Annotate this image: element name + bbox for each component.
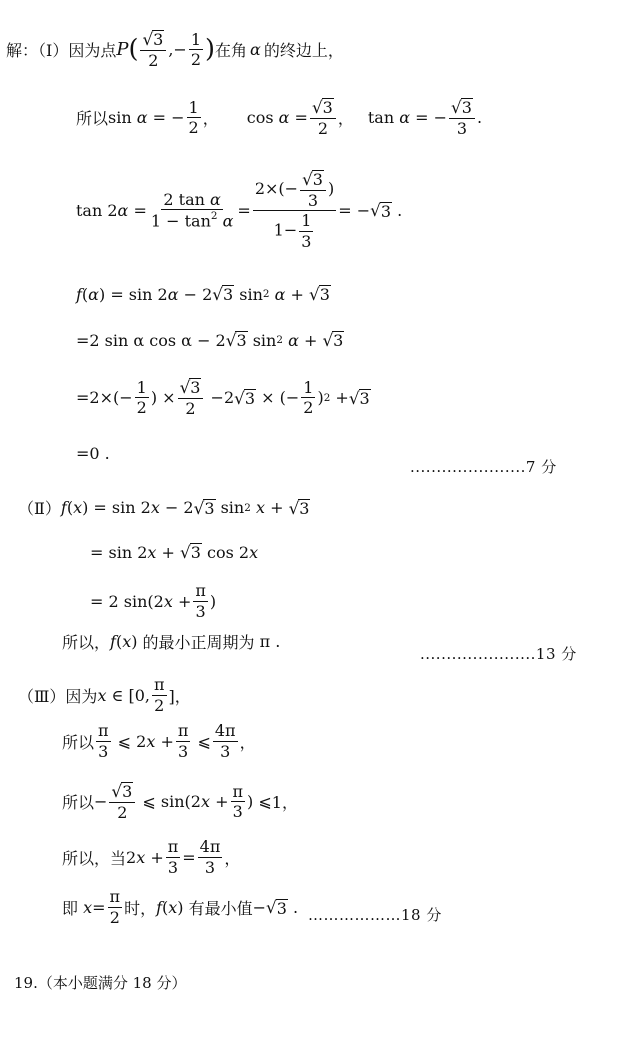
part3-line3: 所以 − √ 3 2 ⩽ sin(2 x + $\frac{\pi}{3}$ ) ⩽ 1， xyxy=(62,781,298,822)
part1-line7: =0 . xyxy=(76,444,110,463)
part1-line1-mid: 在角 xyxy=(215,41,248,61)
part1-line3: tan 2 α = $\frac{\text{2 tan α}}{1 - \tan^2 \alpha}$ = 2×(− √ 3 3 ) 1− $\frac{1}{3}$ = − √ 3 . xyxy=(76,169,403,251)
part3-line1: （Ⅲ）因为 x ∈ [0, $\frac{\pi}{2}$ ]， xyxy=(18,675,191,715)
part3-line4: 所以，当 2 x + $\frac{\pi}{3}$ = $\frac{4\pi}{3}$ ， xyxy=(62,837,241,877)
part1-line4: f ( α ) = sin 2 α − 2 √ 3 sin 2 α + √ 3 xyxy=(76,284,330,305)
part3-line5: 即 x = $\frac{\pi}{2}$ 时， f ( x ) 有最小值 − √ 3 . xyxy=(62,887,299,927)
frac-1-over-2: $\frac{1}{2}$ xyxy=(190,29,202,70)
q19-heading: 19.（本小题满分 18 分） xyxy=(14,974,187,992)
frac-sqrt3-over-2: √ 3 2 xyxy=(140,30,166,69)
point-label: P xyxy=(116,39,129,61)
part1-intro: 解：（Ⅰ）因为点 xyxy=(6,41,117,61)
part2-score: ......................13 分 xyxy=(420,645,577,663)
part1-line2: 所以 sin α = − $\frac{1}{2}$ ， cos α = √ 3 2 ， tan α = − √ 3 3 . xyxy=(76,97,483,138)
part1-line1-end: 的终边上， xyxy=(263,41,344,61)
alpha-symbol: α xyxy=(250,40,261,60)
part1-line5: =2 sin α cos α − 2 √ 3 sin 2 α + √ 3 xyxy=(76,330,344,351)
part3-line2: 所以 $\frac{\pi}{3}$ ⩽ 2 x + $\frac{\pi}{3}$ ⩽ $\frac{4\pi}{3}$ ， xyxy=(62,721,256,761)
part2-line4: 所以， f ( x ) 的最小正周期为 π . xyxy=(62,632,281,652)
part1-line1: 解：（Ⅰ）因为点 P ( √ 3 2 ,− $\frac{1}{2}$ ) 在角 α 的终边上， xyxy=(6,29,344,70)
part2-line2: = sin 2 x + √ 3 cos 2 x xyxy=(90,542,259,563)
part3-score: ………………18 分 xyxy=(308,906,442,924)
part1-score: ......................7 分 xyxy=(410,458,557,476)
part2-line1: （Ⅱ） f ( x ) = sin 2 x − 2 √ 3 sin 2 x + √ 3 xyxy=(18,497,310,518)
part2-line3: = 2 sin(2 x + $\frac{\pi}{3}$ ) xyxy=(90,581,217,621)
part1-line6: =2×(− $\frac{1}{2}$ ) × √ 3 2 −2 √ 3 × (− $\frac{1}{2}$ ) 2 + √ 3 xyxy=(76,377,370,418)
